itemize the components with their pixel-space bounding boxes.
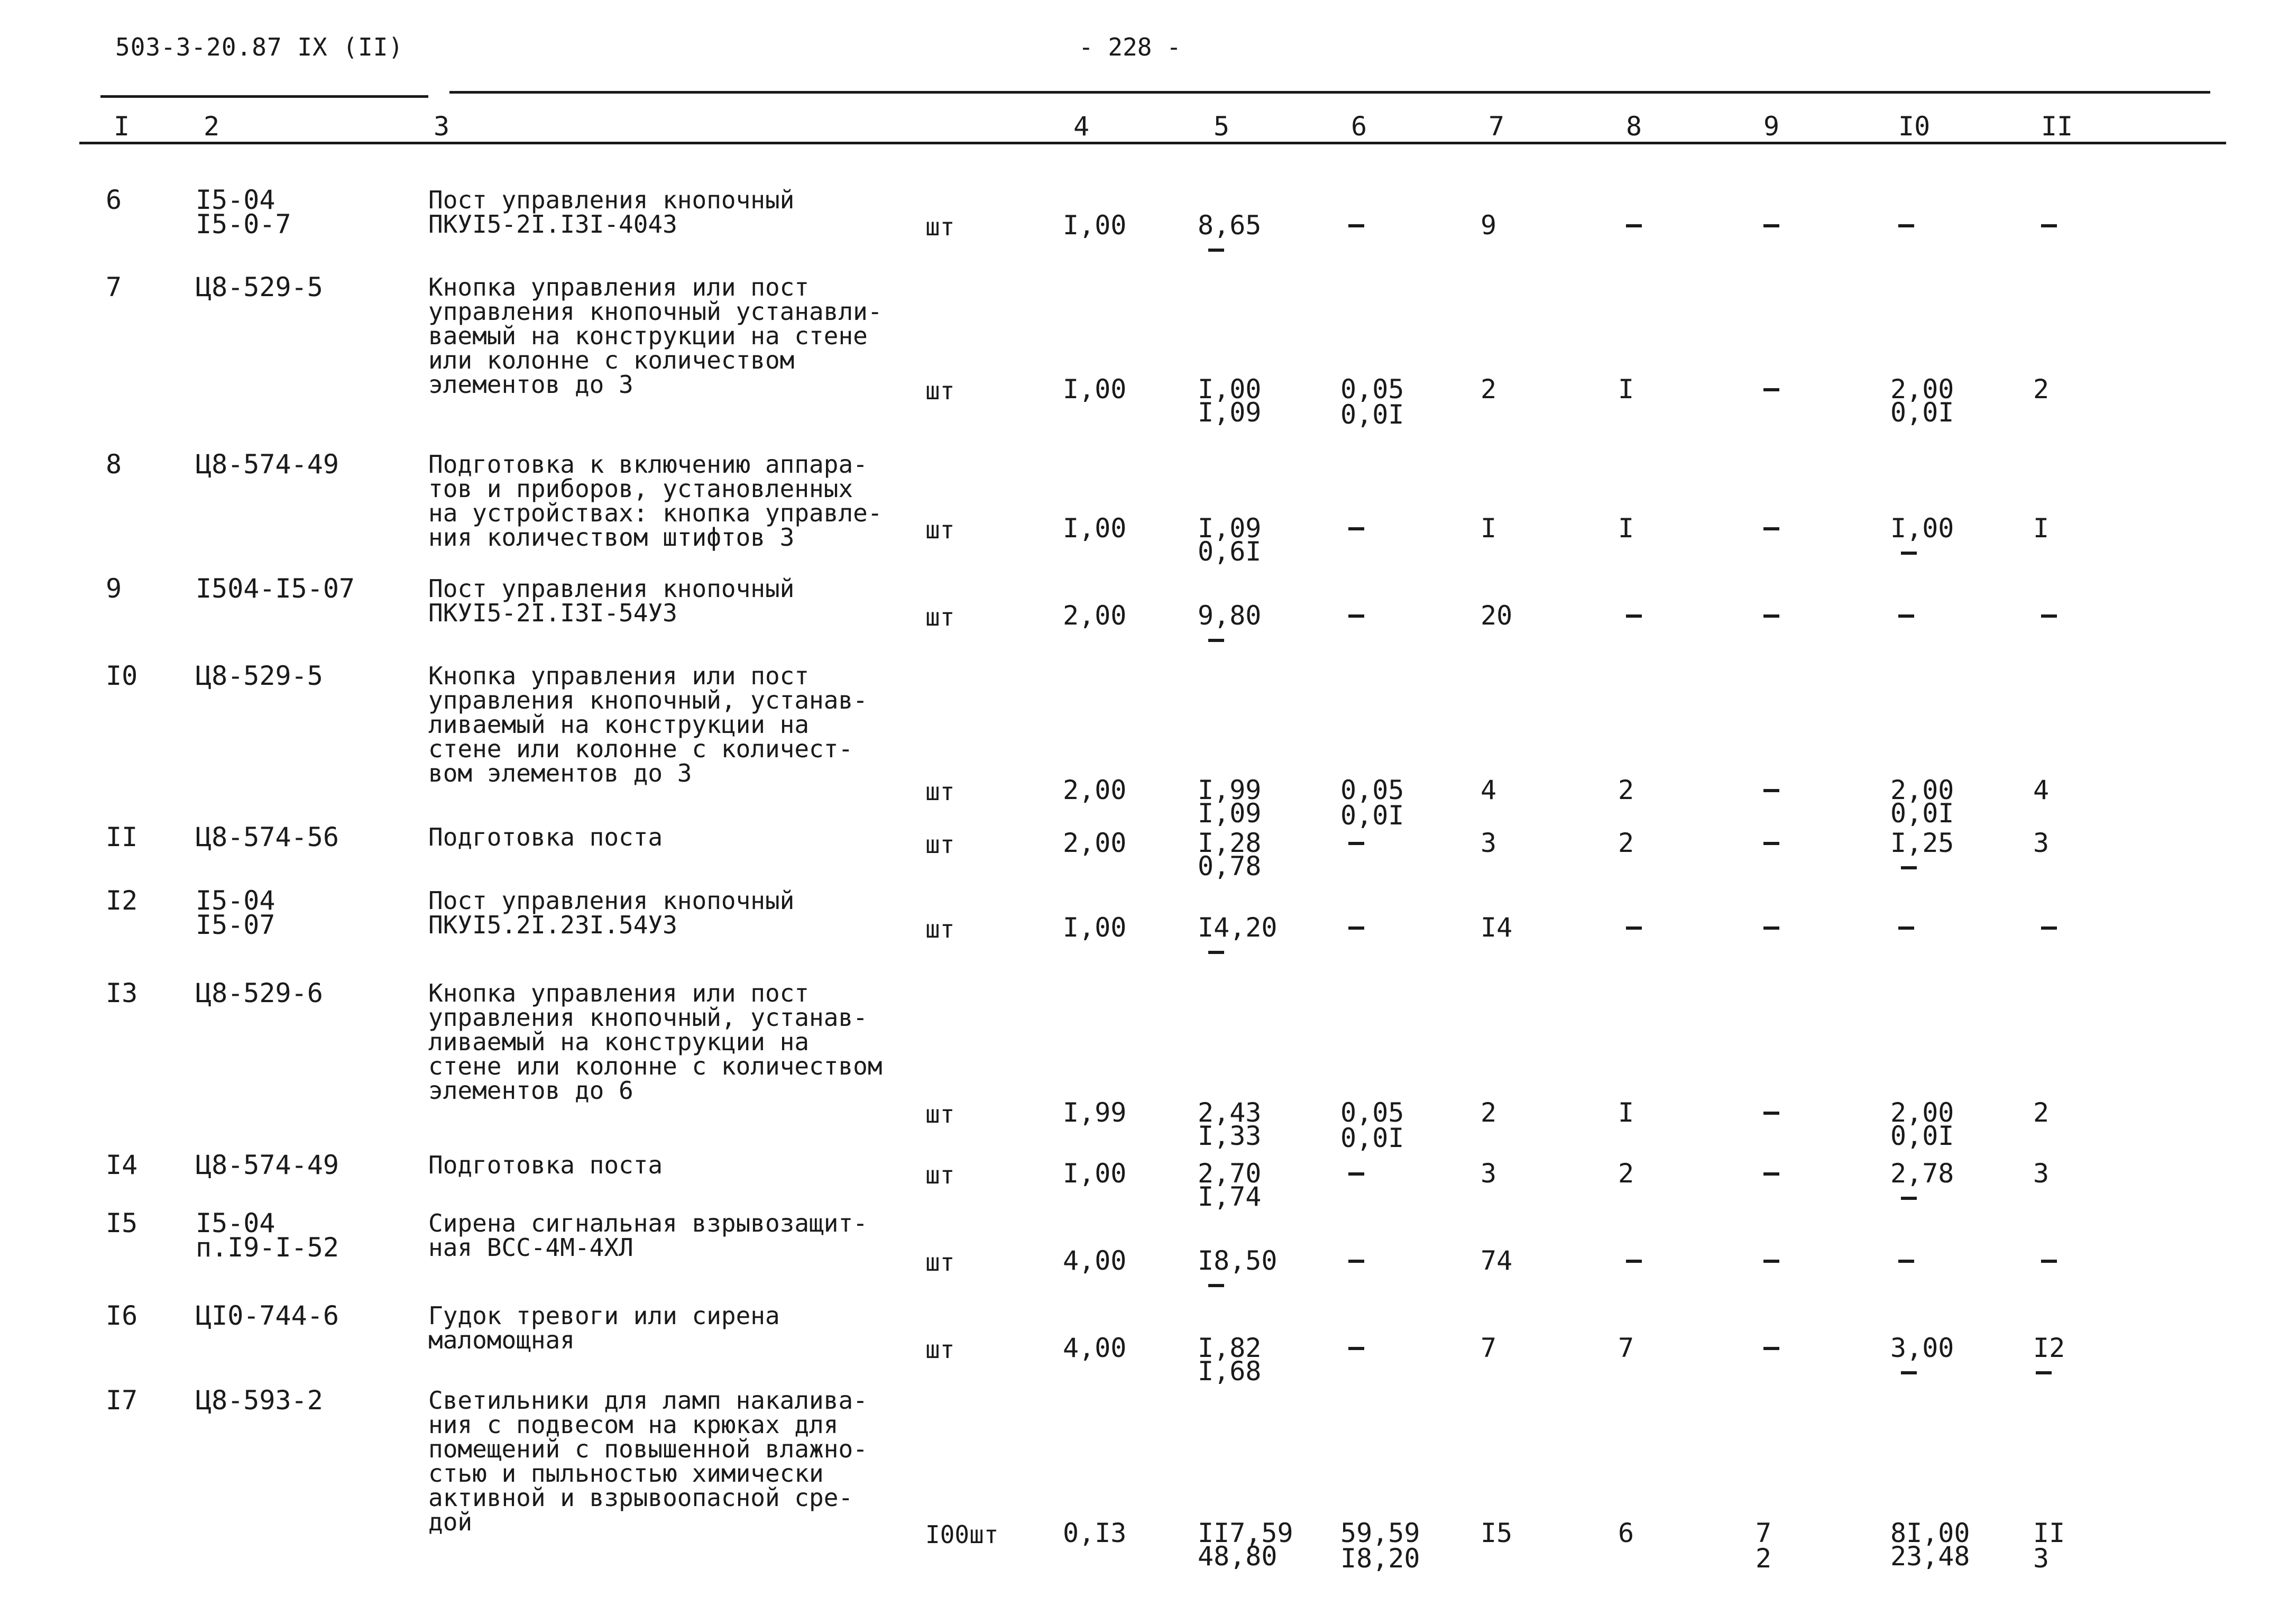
col9-value-dash bbox=[1763, 789, 1779, 792]
row-description: Сирена сигнальная взрывозащит- ная ВСС-4М-4ХЛ bbox=[428, 1209, 868, 1262]
col-header-8: 8 bbox=[1626, 111, 1642, 142]
row-unit: шт bbox=[925, 1248, 955, 1277]
col11-value: 2 bbox=[2033, 1097, 2050, 1128]
col8-value: 2 bbox=[1618, 775, 1634, 805]
row-number: 9 bbox=[106, 573, 122, 604]
col7-value: 7 bbox=[1481, 1333, 1497, 1363]
col10-value-dash bbox=[1898, 614, 1914, 618]
col8-value: I bbox=[1618, 1097, 1634, 1128]
col7-value: 9 bbox=[1481, 210, 1497, 241]
col8-value: 2 bbox=[1618, 828, 1634, 858]
row-unit: шт bbox=[925, 213, 955, 241]
col5-sub-value: 48,80 bbox=[1198, 1541, 1278, 1572]
col5-value: I,28 bbox=[1198, 828, 1262, 858]
col9-value-dash bbox=[1763, 1260, 1779, 1263]
col6-value-dash bbox=[1348, 527, 1364, 530]
col10-value: 8I,00 bbox=[1890, 1518, 1970, 1548]
col11-value: II 3 bbox=[2033, 1518, 2065, 1574]
col7-value: 3 bbox=[1481, 828, 1497, 858]
col9-value-dash bbox=[1763, 1112, 1779, 1115]
col11-sub-dash bbox=[2036, 1371, 2052, 1374]
col-header-10: I0 bbox=[1898, 111, 1931, 142]
col11-value: 2 bbox=[2033, 374, 2050, 405]
row-code: Ц8-529-5 bbox=[196, 272, 323, 302]
row-code: I504-I5-07 bbox=[196, 573, 355, 604]
row-code: Ц8-529-6 bbox=[196, 978, 323, 1008]
col6-value: 0,05 0,0I bbox=[1340, 1097, 1404, 1153]
col10-sub-value: 0,0I bbox=[1890, 798, 1954, 829]
col8-value: I bbox=[1618, 374, 1634, 405]
col-header-1: I bbox=[114, 111, 130, 142]
top-rule-left bbox=[100, 95, 428, 98]
col11-value-dash bbox=[2041, 926, 2057, 930]
col5-value: I,99 bbox=[1198, 775, 1262, 805]
row-description: Пост управления кнопочный ПКУI5-2I.I3I-4043 bbox=[428, 186, 795, 238]
row-number: II bbox=[106, 822, 138, 852]
col10-value-dash bbox=[1898, 1260, 1914, 1263]
col9-value-dash bbox=[1763, 614, 1779, 618]
top-rule-right bbox=[449, 91, 2210, 94]
col8-value: 7 bbox=[1618, 1333, 1634, 1363]
row-unit: I00шт bbox=[925, 1520, 999, 1549]
col6-value-dash bbox=[1348, 224, 1364, 227]
col10-value: 2,00 bbox=[1890, 1097, 1954, 1128]
col8-value-dash bbox=[1626, 926, 1642, 930]
col7-value: I5 bbox=[1481, 1518, 1513, 1548]
row-unit: шт bbox=[925, 1161, 955, 1189]
row-number: I6 bbox=[106, 1300, 138, 1331]
col8-value-dash bbox=[1626, 614, 1642, 618]
col10-sub-value: 0,0I bbox=[1890, 397, 1954, 428]
row-description: Пост управления кнопочный ПКУI5.2I.23I.54У3 bbox=[428, 886, 795, 939]
col-header-6: 6 bbox=[1351, 111, 1367, 142]
col7-value: 20 bbox=[1481, 600, 1513, 631]
col5-value: 2,70 bbox=[1198, 1158, 1262, 1189]
col11-value: 3 bbox=[2033, 1158, 2050, 1189]
col-header-4: 4 bbox=[1073, 111, 1090, 142]
col10-sub-value: 0,0I bbox=[1890, 1121, 1954, 1151]
col4-value: 4,00 bbox=[1063, 1245, 1127, 1276]
row-code: Ц8-574-49 bbox=[196, 449, 339, 480]
col8-value: I bbox=[1618, 513, 1634, 544]
document-code: 503-3-20.87 IX (II) bbox=[115, 33, 404, 61]
row-code: I5-04 I5-0-7 bbox=[196, 185, 291, 240]
col10-value: I,00 bbox=[1890, 513, 1954, 544]
col11-value-dash bbox=[2041, 1260, 2057, 1263]
col5-sub-dash bbox=[1208, 951, 1224, 954]
col-header-5: 5 bbox=[1214, 111, 1230, 142]
row-code: Ц8-593-2 bbox=[196, 1385, 323, 1416]
col5-value: I,82 bbox=[1198, 1333, 1262, 1363]
col5-value: I4,20 bbox=[1198, 912, 1278, 943]
row-number: 8 bbox=[106, 449, 122, 480]
row-unit: шт bbox=[925, 1100, 955, 1128]
col7-value: I4 bbox=[1481, 912, 1513, 943]
col11-value: 3 bbox=[2033, 828, 2050, 858]
col5-sub-value: 0,6I bbox=[1198, 536, 1262, 567]
col6-value-dash bbox=[1348, 1347, 1364, 1350]
col-header-7: 7 bbox=[1488, 111, 1505, 142]
col11-value-dash bbox=[2041, 614, 2057, 618]
row-unit: шт bbox=[925, 377, 955, 405]
col11-value: I2 bbox=[2033, 1333, 2065, 1363]
col-header-9: 9 bbox=[1763, 111, 1780, 142]
row-unit: шт bbox=[925, 915, 955, 943]
col5-value: II7,59 bbox=[1198, 1518, 1293, 1548]
col10-value: 2,00 bbox=[1890, 775, 1954, 805]
row-code: Ц8-529-5 bbox=[196, 660, 323, 691]
col5-value: I8,50 bbox=[1198, 1245, 1278, 1276]
col9-value-dash bbox=[1763, 1347, 1779, 1350]
col5-value: 8,65 bbox=[1198, 210, 1262, 241]
row-code: ЦI0-744-6 bbox=[196, 1300, 339, 1331]
col7-value: 3 bbox=[1481, 1158, 1497, 1189]
col5-value: I,09 bbox=[1198, 513, 1262, 544]
col5-sub-dash bbox=[1208, 639, 1224, 642]
row-number: I2 bbox=[106, 885, 138, 916]
col8-value-dash bbox=[1626, 1260, 1642, 1263]
col4-value: 2,00 bbox=[1063, 600, 1127, 631]
row-description: Пост управления кнопочный ПКУI5-2I.I3I-54У3 bbox=[428, 574, 795, 627]
col7-value: 74 bbox=[1481, 1245, 1513, 1276]
col10-sub-dash bbox=[1901, 866, 1917, 869]
col9-value-dash bbox=[1763, 527, 1779, 530]
col6-value: 0,05 0,0I bbox=[1340, 374, 1404, 430]
page-header bbox=[0, 33, 2279, 70]
row-unit: шт bbox=[925, 830, 955, 859]
col11-value: 4 bbox=[2033, 775, 2050, 805]
col5-sub-dash bbox=[1208, 249, 1224, 252]
row-number: I5 bbox=[106, 1208, 138, 1238]
row-code: Ц8-574-49 bbox=[196, 1150, 339, 1180]
col9-value-dash bbox=[1763, 1172, 1779, 1176]
row-number: 7 bbox=[106, 272, 122, 302]
col5-sub-value: I,68 bbox=[1198, 1356, 1262, 1387]
col8-value: 6 bbox=[1618, 1518, 1634, 1548]
col6-value-dash bbox=[1348, 1172, 1364, 1176]
row-description: Подготовка к включению аппара- тов и приборов, установленных на устройствах: кнопка управле- ния количеством штифтов 3 bbox=[428, 450, 883, 552]
col5-value: 9,80 bbox=[1198, 600, 1262, 631]
row-number: I7 bbox=[106, 1385, 138, 1416]
col10-sub-dash bbox=[1901, 1197, 1917, 1200]
col9-value-dash bbox=[1763, 224, 1779, 227]
row-number: 6 bbox=[106, 185, 122, 215]
col6-value-dash bbox=[1348, 614, 1364, 618]
col10-value: I,25 bbox=[1890, 828, 1954, 858]
col10-sub-dash bbox=[1901, 552, 1917, 555]
col10-sub-dash bbox=[1901, 1371, 1917, 1374]
col7-value: 4 bbox=[1481, 775, 1497, 805]
col10-value: 3,00 bbox=[1890, 1333, 1954, 1363]
col9-value: 7 2 bbox=[1756, 1518, 1772, 1574]
row-description: Кнопка управления или пост управления кнопочный устанавли- ваемый на конструкции на стене или колонне с количеством элементов до 3 bbox=[428, 273, 883, 399]
col4-value: I,00 bbox=[1063, 513, 1127, 544]
col4-value: I,00 bbox=[1063, 912, 1127, 943]
col6-value-dash bbox=[1348, 842, 1364, 845]
col4-value: I,00 bbox=[1063, 210, 1127, 241]
col-header-2: 2 bbox=[204, 111, 220, 142]
col6-value: 59,59 I8,20 bbox=[1340, 1518, 1420, 1574]
col5-sub-value: I,74 bbox=[1198, 1181, 1262, 1212]
col7-value: 2 bbox=[1481, 374, 1497, 405]
col5-sub-value: I,09 bbox=[1198, 798, 1262, 829]
col4-value: I,00 bbox=[1063, 1158, 1127, 1189]
col4-value: 2,00 bbox=[1063, 828, 1127, 858]
col5-sub-value: 0,78 bbox=[1198, 851, 1262, 882]
col4-value: 4,00 bbox=[1063, 1333, 1127, 1363]
row-unit: шт bbox=[925, 516, 955, 544]
row-code: I5-04 I5-07 bbox=[196, 885, 275, 940]
row-code: I5-04 п.I9-I-52 bbox=[196, 1208, 339, 1263]
col10-value-dash bbox=[1898, 224, 1914, 227]
row-number: I3 bbox=[106, 978, 138, 1008]
col4-value: I,00 bbox=[1063, 374, 1127, 405]
col7-value: 2 bbox=[1481, 1097, 1497, 1128]
row-unit: шт bbox=[925, 777, 955, 806]
col5-sub-value: I,09 bbox=[1198, 397, 1262, 428]
row-code: Ц8-574-56 bbox=[196, 822, 339, 852]
row-number: I4 bbox=[106, 1150, 138, 1180]
col10-value-dash bbox=[1898, 926, 1914, 930]
col5-value: 2,43 bbox=[1198, 1097, 1262, 1128]
col6-value-dash bbox=[1348, 1260, 1364, 1263]
col5-value: I,00 bbox=[1198, 374, 1262, 405]
row-number: I0 bbox=[106, 660, 138, 691]
col10-sub-value: 23,48 bbox=[1890, 1541, 1970, 1572]
col9-value-dash bbox=[1763, 842, 1779, 845]
page-number: - 228 - bbox=[1079, 33, 1181, 61]
row-description: Светильники для ламп накалива- ния с подвесом на крюках для помещений с повышенной влажно- стью и пыльностью химически активной и взрывоопасной сре- дой bbox=[428, 1386, 868, 1536]
col-header-11: II bbox=[2041, 111, 2073, 142]
row-unit: шт bbox=[925, 603, 955, 631]
row-description: Подготовка поста bbox=[428, 1151, 663, 1179]
col4-value: 2,00 bbox=[1063, 775, 1127, 805]
col5-sub-dash bbox=[1208, 1284, 1224, 1287]
row-description: Подготовка поста bbox=[428, 823, 663, 851]
row-description: Кнопка управления или пост управления кнопочный, устанав- ливаемый на конструкции на стене или колонне с количест- вом элементов до 3 bbox=[428, 662, 868, 787]
col6-value-dash bbox=[1348, 926, 1364, 930]
col6-value: 0,05 0,0I bbox=[1340, 775, 1404, 831]
col4-value: I,99 bbox=[1063, 1097, 1127, 1128]
col8-value: 2 bbox=[1618, 1158, 1634, 1189]
row-description: Гудок тревоги или сирена маломощная bbox=[428, 1301, 780, 1354]
col7-value: I bbox=[1481, 513, 1497, 544]
col11-value-dash bbox=[2041, 224, 2057, 227]
col9-value-dash bbox=[1763, 926, 1779, 930]
col8-value-dash bbox=[1626, 224, 1642, 227]
column-header-rule bbox=[79, 142, 2226, 144]
col10-value: 2,78 bbox=[1890, 1158, 1954, 1189]
col10-value: 2,00 bbox=[1890, 374, 1954, 405]
col5-sub-value: I,33 bbox=[1198, 1121, 1262, 1151]
col11-value: I bbox=[2033, 513, 2050, 544]
col4-value: 0,I3 bbox=[1063, 1518, 1127, 1548]
col9-value-dash bbox=[1763, 388, 1779, 391]
row-unit: шт bbox=[925, 1335, 955, 1364]
row-description: Кнопка управления или пост управления кнопочный, устанав- ливаемый на конструкции на стене или колонне с количеством элементов до 6 bbox=[428, 979, 883, 1105]
col-header-3: 3 bbox=[434, 111, 450, 142]
